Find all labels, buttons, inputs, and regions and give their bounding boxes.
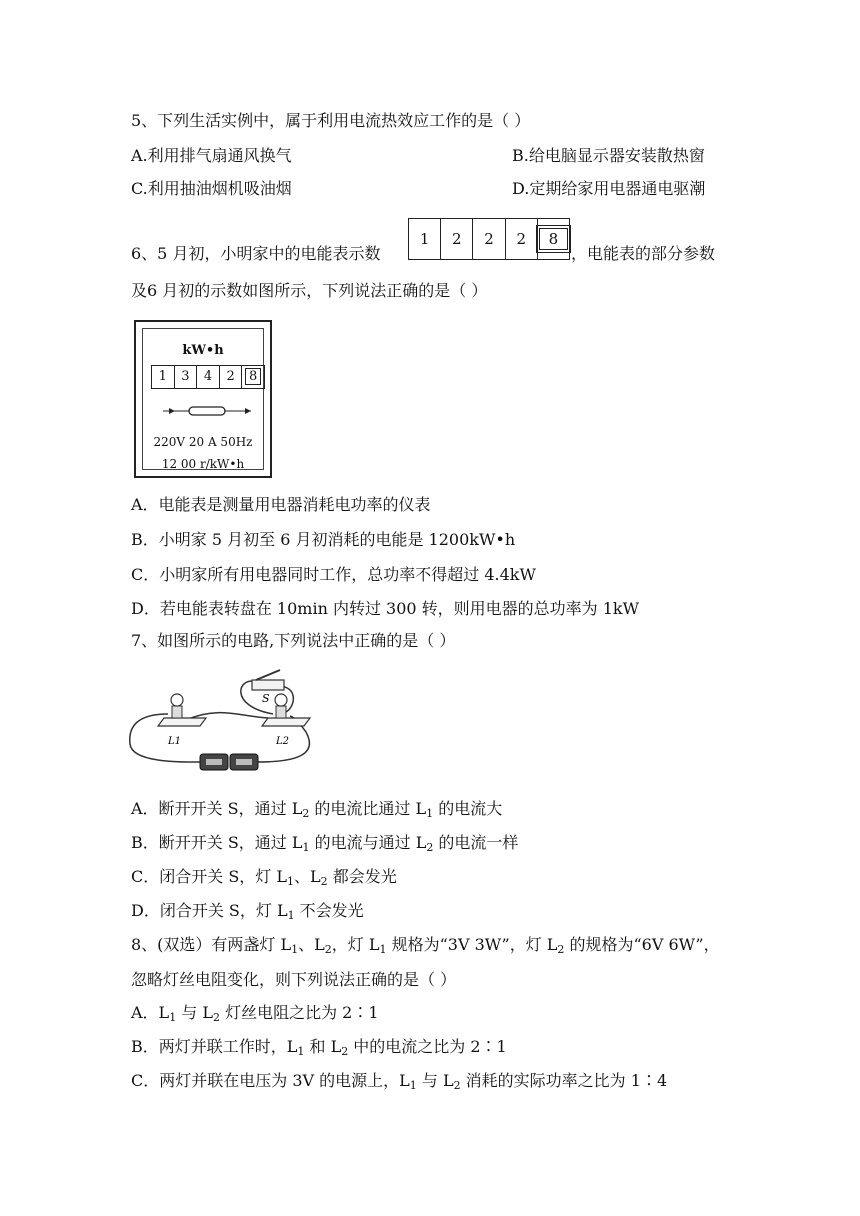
meter-digit: 1	[152, 366, 175, 388]
switch-icon	[252, 670, 284, 690]
strip-digit: 1	[409, 219, 441, 259]
meter-digit-decimal	[242, 366, 264, 388]
q8-option-a: A．$L_1$ 与 $L_2$ 灯丝电阻之比为 2∶1	[131, 1003, 379, 1024]
strip-digit-decimal	[538, 219, 569, 259]
q5-option-d: D.定期给家用电器通电驱潮	[512, 179, 706, 198]
meter-inner-frame	[142, 328, 264, 470]
q6-option-c: C．小明家所有用电器同时工作，总功率不得超过 4.4kW	[131, 565, 536, 584]
strip-digit: 2	[441, 219, 473, 259]
q5-option-row-1	[131, 145, 705, 167]
q6-meter-reading-strip	[408, 218, 570, 260]
q6-stem-a: 6、5 月初，小明家中的电能表示数	[131, 244, 381, 263]
q6-stem-c: 及6 月初的示数如图所示，下列说法正确的是（ ）	[131, 281, 488, 300]
q8-stem-line-1: 8、(双选）有两盏灯 $L_1$、$L_2$，灯 $L_1$ 规格为“3V 3W”，灯 $L_2$ 的规格为“6V 6W”，	[131, 935, 720, 956]
q7-option-d: D．闭合开关 S，灯 $L_1$ 不会发光	[131, 901, 364, 922]
q5-stem: 5、下列生活实例中，属于利用电流热效应工作的是（ ）	[131, 111, 531, 130]
q7-option-b: B．断开开关 S，通过 $L_1$ 的电流与通过 $L_2$ 的电流一样	[131, 833, 519, 854]
battery-icon	[200, 754, 258, 770]
meter-disc-icon	[161, 405, 253, 417]
meter-digits	[151, 365, 265, 389]
q7-option-a: A．断开开关 S，通过 $L_2$ 的电流比通过 $L_1$ 的电流大	[131, 799, 503, 820]
meter-digit: 8	[245, 368, 261, 385]
lamp-l2-label: L2	[276, 736, 290, 747]
q8-option-b: B．两灯并联工作时，$L_1$ 和 $L_2$ 中的电流之比为 2∶1	[131, 1037, 507, 1058]
q7-stem: 7、如图所示的电路,下列说法中正确的是（ ）	[131, 631, 456, 650]
q7-circuit-diagram	[128, 666, 318, 776]
q5-option-b: B.给电脑显示器安装散热窗	[512, 146, 705, 165]
switch-label: S	[262, 692, 270, 705]
lamp-l1-label: L1	[168, 736, 182, 747]
lamp-l1-icon	[158, 694, 206, 726]
q6-option-a: A．电能表是测量用电器消耗电功率的仪表	[131, 495, 431, 514]
strip-digit: 2	[506, 219, 538, 259]
q8-option-c: C．两灯并联在电压为 3V 的电源上，$L_1$ 与 $L_2$ 消耗的实际功率之比为 1∶4	[131, 1071, 668, 1092]
q5-option-a: A.利用排气扇通风换气	[131, 146, 292, 165]
q6-electric-meter-figure	[134, 320, 272, 478]
strip-digit: 8	[539, 228, 569, 250]
q5-option-c: C.利用抽油烟机吸油烟	[131, 179, 292, 198]
meter-digit: 4	[197, 366, 220, 388]
q7-option-c: C．闭合开关 S，灯 $L_1$、$L_2$ 都会发光	[131, 867, 397, 888]
meter-unit: kW•h	[182, 343, 224, 358]
strip-digit: 2	[473, 219, 505, 259]
q6-stem-b: ，电能表的部分参数	[571, 244, 716, 263]
q6-option-b: B．小明家 5 月初至 6 月初消耗的电能是 1200kW•h	[131, 530, 516, 549]
meter-spec-rating: 220V 20 A 50Hz	[153, 435, 253, 449]
q6-option-d: D．若电能表转盘在 10min 内转过 300 转，则用电器的总功率为 1kW	[131, 599, 640, 618]
meter-digit: 2	[220, 366, 243, 388]
meter-digit: 3	[175, 366, 198, 388]
q5-option-row-2	[131, 178, 706, 200]
q8-stem-line-2: 忽略灯丝电阻变化，则下列说法正确的是（ ）	[131, 970, 457, 989]
meter-spec-revolutions: 12 00 r/kW•h	[161, 457, 245, 471]
